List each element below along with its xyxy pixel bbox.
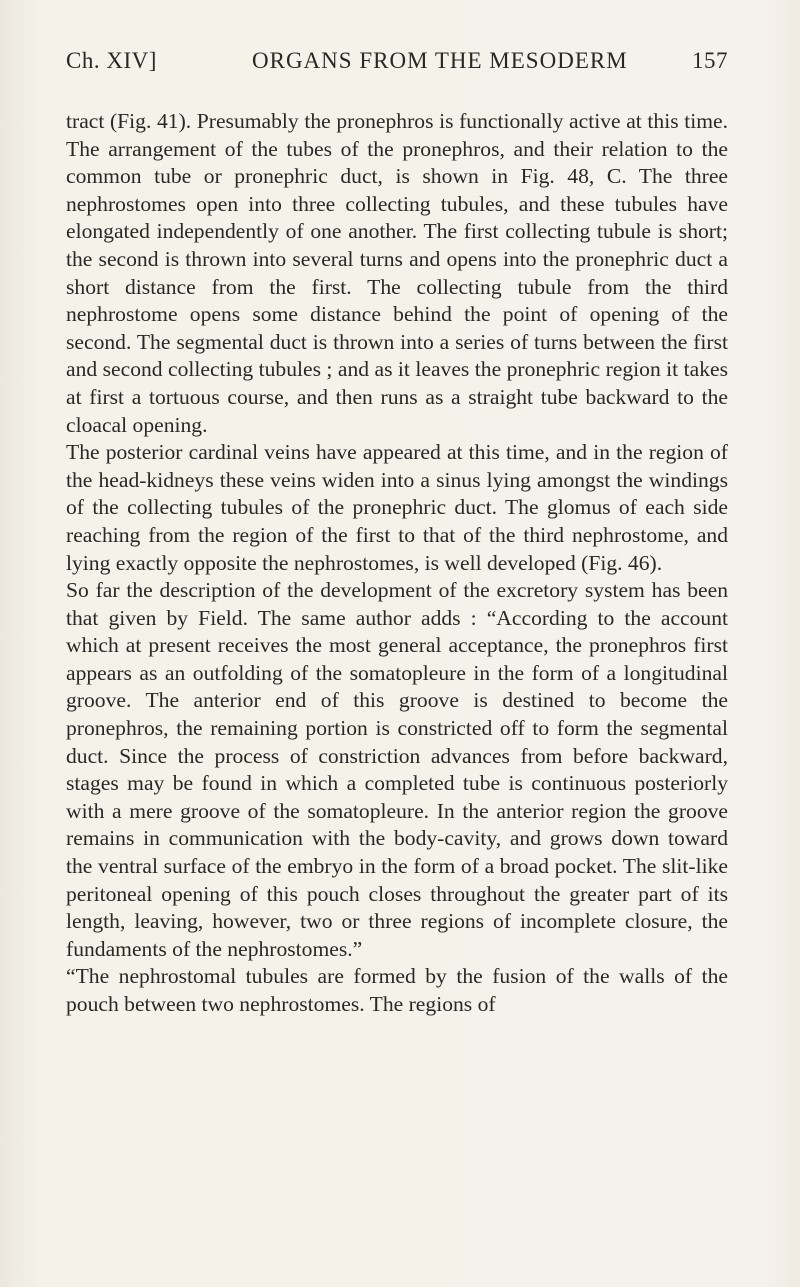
chapter-marker: Ch. XIV] [66, 48, 157, 73]
paragraph-1: tract (Fig. 41). Presumably the pronephros is functionally active at this time. The arrangement of the tubes of the pronephros, and their relation to the common tube or pronephric duct, is shown in Fig. 48, C. The three nephrostomes open into three collecting tubules, and these tubules have elongated independently of one another. The first collecting tubule is short; the second is thrown into several turns and opens into the pronephric duct a short distance from the first. The collecting tubule from the third nephrostome opens some distance behind the point of opening of the second. The segmental duct is thrown into a series of turns between the first and second collecting tubules ; and as it leaves the pronephric region it takes at first a tortuous course, and then runs as a straight tube backward to the cloacal opening. [66, 109, 728, 437]
running-head [66, 48, 728, 88]
paragraph-4: “The nephrostomal tubules are formed by the fusion of the walls of the pouch between two nephrostomes. The regions of [66, 964, 728, 1016]
page-title: ORGANS FROM THE MESODERM [252, 48, 628, 73]
body-text [66, 108, 728, 1019]
paragraph-3: So far the description of the development of the excretory system has been that given by Field. The same author adds : “According to the account which at present receives the most general acceptance, the pronephros first appears as an outfolding of the somatopleure in the form of a longitudinal groove. The anterior end of this groove is destined to become the pronephros, the remaining portion is constricted off to form the segmental duct. Since the process of constriction advances from before backward, stages may be found in which a completed tube is continuous posteriorly with a mere groove of the somatopleure. In the anterior region the groove remains in communication with the body-cavity, and grows down toward the ventral surface of the embryo in the form of a broad pocket. The slit-like peritoneal opening of this pouch closes throughout the greater part of its length, leaving, however, two or three regions of incomplete closure, the fundaments of the nephrostomes.” [66, 578, 728, 961]
paragraph-2: The posterior cardinal veins have appeared at this time, and in the region of the head-kidneys these veins widen into a sinus lying amongst the windings of the collecting tubules of the pronephric duct. The glomus of each side reaching from the region of the first to that of the third nephrostome, and lying exactly opposite the nephrostomes, is well developed (Fig. 46). [66, 440, 728, 575]
page-number: 157 [692, 48, 728, 73]
